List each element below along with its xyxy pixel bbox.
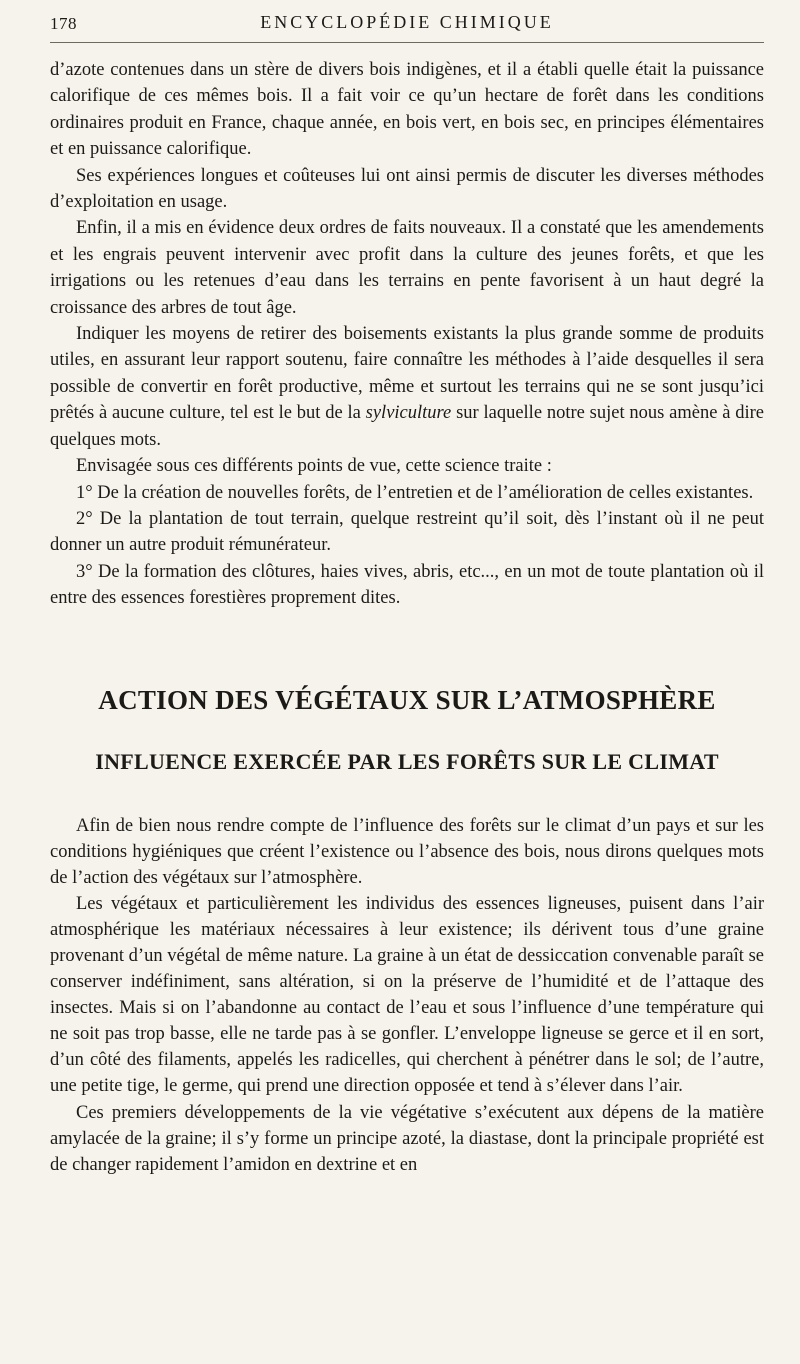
paragraph: Envisagée sous ces différents points de vue, cette science traite : (76, 456, 552, 477)
paragraph: Ses expériences longues et coûteuses lui ont ainsi permis de discuter les diverses méthodes d’exploitation en usage. (50, 165, 764, 213)
paragraph: Afin de bien nous rendre compte de l’influence des forêts sur le climat d’un pays et sur les conditions hygiéniques que créent l’existence ou l’absence des bois, nous dirons quelques mots de l’action des végétaux sur l’atmosphère. (50, 815, 764, 888)
top-text-block (50, 57, 764, 612)
paragraph-text: Indiquer les moyens de retirer des boisements existants la plus grande somme de produits utiles, en assurant leur rapport soutenu, faire connaître les méthodes à l’aide desquelles il sera possible de convertir en forêt productive, même et surtout les terrains qui ne se sont jusqu’ici prêtés à aucune culture, tel est le but de la (50, 324, 764, 424)
numbered-item: 1° De la création de nouvelles forêts, de l’entretien et de l’amélioration de celles existantes. (76, 482, 754, 503)
numbered-item: 2° De la plantation de tout terrain, quelque restreint qu’il soit, dès l’instant où il ne peut donner un autre produit rémunérateur. (50, 508, 764, 556)
numbered-item: 3° De la formation des clôtures, haies vives, abris, etc..., en un mot de toute plantation où il entre des essences forestières proprement dites. (50, 561, 764, 609)
paragraph: Enfin, il a mis en évidence deux ordres de faits nouveaux. Il a constaté que les amendements et les engrais peuvent intervenir avec profit dans la culture des jeunes forêts, et que les irrigations ou les retenues d’eau dans les terrains en pente favorisent à un haut degré la croissance des arbres de tout âge. (50, 218, 764, 318)
paragraph (50, 321, 764, 453)
section-subheading: INFLUENCE EXERCÉE PAR LES FORÊTS SUR LE CLIMAT (95, 748, 719, 774)
bottom-text-block (50, 813, 764, 1178)
paragraph: Ces premiers développements de la vie végétative s’exécutent aux dépens de la matière amylacée de la graine; il s’y forme un principe azoté, la diastase, dont la principale propriété est de changer rapidement l’amidon en dextrine et en (50, 1102, 764, 1175)
header-rule (50, 42, 764, 43)
paragraph: d’azote contenues dans un stère de divers bois indigènes, et il a établi quelle était la puissance calorifique de ces mêmes bois. Il a fait voir ce qu’un hectare de forêt dans les conditions ordinaires produit en France, chaque année, en bois vert, en bois sec, en principes élémentaires et en puissance calorifique. (50, 60, 764, 160)
paragraph-text: sur laquelle notre sujet nous amène à dire quelques mots. (50, 403, 765, 450)
page-number: 178 (50, 14, 77, 33)
section-heading: ACTION DES VÉGÉTAUX SUR L’ATMOSPHÈRE (98, 684, 716, 715)
paragraph: Les végétaux et particulièrement les individus des essences ligneuses, puisent dans l’air atmosphérique les matériaux nécessaires à leur existence; ils dérivent tous d’une graine provenant d’un végétal de même nature. La graine à un état de dessiccation convenable paraît se conserver indéfiniment, sans altération, si on la préserve de l’humidité et de l’attaque des insectes. Mais si on l’abandonne au contact de l’eau et sous l’influence d’une température qui ne soit pas trop basse, elle ne tarde pas à se gonfler. L’enveloppe ligneuse se gerce et il en sort, d’un côté des filaments, appelés les radicelles, qui cherchent à pénétrer dans le sol; de l’autre, une petite tige, le germe, qui prend une direction opposée et tend à s’élever dans l’air. (50, 893, 764, 1097)
italic-term: sylviculture (365, 403, 452, 424)
running-title: ENCYCLOPÉDIE CHIMIQUE (260, 12, 554, 32)
running-head (50, 0, 764, 46)
